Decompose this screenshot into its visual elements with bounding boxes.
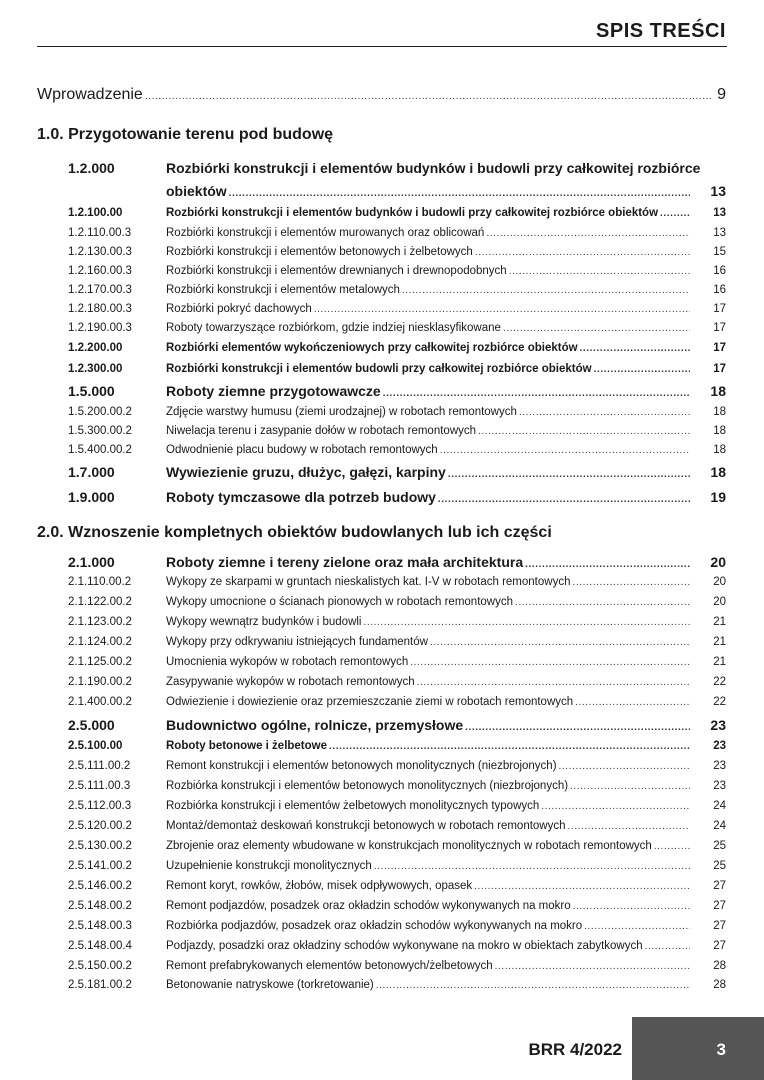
toc-entry-text: Roboty ziemne i tereny zielone oraz mała architektura bbox=[166, 554, 524, 570]
toc-entry-level2[interactable] bbox=[68, 740, 726, 752]
toc-entry-page: 13 bbox=[710, 183, 726, 199]
toc-entry-page: 27 bbox=[713, 880, 726, 892]
toc-entry-page: 17 bbox=[713, 363, 726, 375]
toc-leader-dots bbox=[573, 901, 690, 912]
toc-entry-code: 2.5.150.00.2 bbox=[68, 960, 132, 972]
toc-leader-dots bbox=[572, 577, 690, 588]
toc-entry-level3[interactable] bbox=[68, 860, 726, 872]
toc-entry-level3[interactable] bbox=[68, 880, 726, 892]
toc-entry-text: Uzupełnienie konstrukcji monolitycznych bbox=[166, 860, 372, 872]
toc-entry-level1[interactable] bbox=[68, 717, 726, 733]
toc-entry-text: Wywiezienie gruzu, dłużyc, gałęzi, karpiny bbox=[166, 464, 446, 480]
toc-leader-dots bbox=[465, 722, 690, 733]
toc-entry-code: 1.5.300.00.2 bbox=[68, 425, 132, 437]
toc-entry-page: 17 bbox=[713, 303, 726, 315]
toc-entry-level1[interactable] bbox=[68, 383, 726, 399]
toc-entry-code: 2.5.120.00.2 bbox=[68, 820, 132, 832]
toc-leader-dots bbox=[580, 343, 690, 354]
toc-section-text: 1.0. Przygotowanie terenu pod budowę bbox=[37, 126, 334, 143]
toc-leader-dots bbox=[519, 407, 690, 418]
toc-entry-page: 16 bbox=[713, 265, 726, 277]
toc-entry-text: Rozbiórka konstrukcji i elementów żelbetowych monolitycznych typowych bbox=[166, 800, 540, 812]
toc-entry-code: 2.5.111.00.3 bbox=[68, 780, 131, 792]
toc-entry-page: 13 bbox=[713, 207, 726, 219]
toc-entry-text: Remont prefabrykowanych elementów betonowych/żelbetowych bbox=[166, 960, 493, 972]
toc-entry-text: Odwodnienie placu budowy w robotach remontowych bbox=[166, 444, 438, 456]
toc-leader-dots bbox=[486, 228, 690, 239]
toc-entry-level3[interactable] bbox=[68, 406, 726, 418]
toc-leader-dots bbox=[509, 266, 690, 277]
toc-entry-text: Betonowanie natryskowe (torkretowanie) bbox=[166, 979, 374, 991]
toc-entry-level3[interactable] bbox=[68, 576, 726, 588]
toc-section-text: 2.0. Wznoszenie kompletnych obiektów budowlanych lub ich części bbox=[37, 524, 552, 541]
toc-entry-page: 9 bbox=[717, 86, 726, 103]
toc-entry-level3[interactable] bbox=[68, 696, 726, 708]
toc-entry-level1[interactable] bbox=[68, 160, 726, 176]
toc-entry-level3[interactable] bbox=[68, 444, 726, 456]
toc-entry-text: Wprowadzenie bbox=[37, 86, 143, 103]
toc-entry-text: Rozbiórki konstrukcji i elementów metalowych bbox=[166, 284, 400, 296]
toc-entry-level3[interactable] bbox=[68, 960, 726, 972]
toc-entry-text: Roboty tymczasowe dla potrzeb budowy bbox=[166, 489, 436, 505]
toc-entry-page: 18 bbox=[713, 406, 726, 418]
toc-entry-page: 17 bbox=[713, 342, 726, 354]
toc-section-heading[interactable] bbox=[37, 126, 333, 144]
toc-leader-dots bbox=[525, 559, 690, 570]
toc-entry-page: 15 bbox=[713, 246, 726, 258]
toc-entry-page: 23 bbox=[710, 717, 726, 733]
toc-entry-page: 24 bbox=[713, 820, 726, 832]
toc-entry-code: 2.1.000 bbox=[68, 554, 115, 570]
toc-entry-level3[interactable] bbox=[68, 596, 726, 608]
toc-entry-text: Remont konstrukcji i elementów betonowych monolitycznych (niezbrojonych) bbox=[166, 760, 557, 772]
toc-entry-text: Wykopy przy odkrywaniu istniejących fundamentów bbox=[166, 636, 428, 648]
toc-entry-text: Odwiezienie i dowiezienie oraz przemieszczanie ziemi w robotach remontowych bbox=[166, 696, 574, 708]
toc-leader-dots bbox=[314, 304, 690, 315]
toc-leader-dots bbox=[495, 961, 690, 972]
toc-entry-level3[interactable] bbox=[68, 227, 726, 239]
footer-page-box bbox=[632, 1017, 764, 1080]
toc-leader-dots bbox=[229, 188, 690, 199]
toc-entry-code: 1.2.190.00.3 bbox=[68, 322, 132, 334]
toc-entry-page: 27 bbox=[713, 940, 726, 952]
toc-leader-dots bbox=[430, 637, 690, 648]
toc-entry-intro[interactable] bbox=[37, 86, 726, 104]
toc-entry-code: 1.5.400.00.2 bbox=[68, 444, 132, 456]
toc-entry-level3[interactable] bbox=[68, 940, 726, 952]
toc-entry-level3[interactable] bbox=[68, 303, 726, 315]
toc-entry-text: Roboty betonowe i żelbetowe bbox=[166, 740, 328, 752]
toc-leader-dots bbox=[475, 247, 690, 258]
toc-entry-level3[interactable] bbox=[68, 760, 726, 772]
toc-entry-level3[interactable] bbox=[68, 920, 726, 932]
toc-entry-page: 18 bbox=[713, 444, 726, 456]
toc-entry-page: 28 bbox=[713, 979, 726, 991]
toc-leader-dots bbox=[654, 841, 690, 852]
toc-leader-dots bbox=[438, 494, 690, 505]
toc-entry-level3[interactable] bbox=[68, 979, 726, 991]
toc-entry-text: Podjazdy, posadzki oraz okładziny schodów wykonywane na mokro w obiektach zabytkowych bbox=[166, 940, 643, 952]
toc-leader-dots bbox=[363, 617, 690, 628]
toc-entry-level3[interactable] bbox=[68, 322, 726, 334]
toc-entry-level3[interactable] bbox=[68, 656, 726, 668]
toc-entry-text: Zbrojenie oraz elementy wbudowane w konstrukcjach monolitycznych w robotach remontowych bbox=[166, 840, 652, 852]
toc-entry-code: 2.1.123.00.2 bbox=[68, 616, 132, 628]
toc-leader-dots bbox=[410, 657, 690, 668]
toc-leader-dots bbox=[645, 941, 690, 952]
toc-entry-code: 2.5.111.00.2 bbox=[68, 760, 131, 772]
footer-page-number: 3 bbox=[716, 1040, 726, 1059]
toc-entry-code: 2.5.141.00.2 bbox=[68, 860, 132, 872]
toc-entry-text: Rozbiórki pokryć dachowych bbox=[166, 303, 312, 315]
toc-entry-level3[interactable] bbox=[68, 820, 726, 832]
toc-leader-dots bbox=[448, 469, 690, 480]
toc-entry-text: Wykopy ze skarpami w gruntach nieskalistych kat. I-V w robotach remontowych bbox=[166, 576, 571, 588]
toc-entry-page: 28 bbox=[713, 960, 726, 972]
toc-entry-code: 2.1.190.00.2 bbox=[68, 676, 132, 688]
toc-leader-dots bbox=[474, 881, 690, 892]
toc-entry-text: Remont podjazdów, posadzek oraz okładzin schodów wykonywanych na mokro bbox=[166, 900, 571, 912]
toc-leader-dots bbox=[383, 388, 690, 399]
toc-entry-text: Rozbiórka konstrukcji i elementów betonowych monolitycznych (niezbrojonych) bbox=[166, 780, 569, 792]
toc-entry-code: 1.2.160.00.3 bbox=[68, 265, 132, 277]
toc-entry-code: 1.2.100.00 bbox=[68, 207, 123, 219]
toc-entry-text: Roboty towarzyszące rozbiórkom, gdzie indziej niesklasyfikowane bbox=[166, 322, 501, 334]
toc-entry-code: 2.5.130.00.2 bbox=[68, 840, 132, 852]
toc-entry-code: 2.1.125.00.2 bbox=[68, 656, 132, 668]
toc-leader-dots bbox=[402, 285, 690, 296]
toc-entry-level3[interactable] bbox=[68, 800, 726, 812]
toc-entry-page: 22 bbox=[713, 676, 726, 688]
toc-leader-dots bbox=[374, 861, 690, 872]
toc-entry-code: 2.5.148.00.3 bbox=[68, 920, 132, 932]
toc-entry-code: 1.2.300.00 bbox=[68, 363, 123, 375]
toc-entry-level3[interactable] bbox=[68, 265, 726, 277]
toc-entry-page: 25 bbox=[713, 860, 726, 872]
page-header-title: SPIS TREŚCI bbox=[596, 20, 726, 42]
toc-leader-dots bbox=[515, 597, 690, 608]
toc-entry-level3[interactable] bbox=[68, 616, 726, 628]
toc-entry-page: 23 bbox=[713, 780, 726, 792]
toc-entry-text: Zdjęcie warstwy humusu (ziemi urodzajnej) w robotach remontowych bbox=[166, 406, 517, 418]
toc-entry-text: obiektów bbox=[166, 183, 227, 199]
toc-entry-code: 1.2.000 bbox=[68, 160, 115, 176]
header-divider bbox=[37, 46, 727, 47]
toc-leader-dots bbox=[559, 761, 690, 772]
toc-entry-text: Roboty ziemne przygotowawcze bbox=[166, 383, 381, 399]
toc-leader-dots bbox=[660, 208, 690, 219]
toc-entry-code: 2.1.124.00.2 bbox=[68, 636, 132, 648]
toc-entry-level3[interactable] bbox=[68, 676, 726, 688]
toc-entry-level1[interactable] bbox=[68, 489, 726, 505]
toc-entry-page: 25 bbox=[713, 840, 726, 852]
toc-leader-dots bbox=[584, 921, 690, 932]
toc-entry-text: Rozbiórka podjazdów, posadzek oraz okładzin schodów wykonywanych na mokro bbox=[166, 920, 583, 932]
toc-entry-level1[interactable] bbox=[68, 464, 726, 480]
toc-entry-code: 1.2.200.00 bbox=[68, 342, 123, 354]
toc-entry-text: Budownictwo ogólne, rolnicze, przemysłowe bbox=[166, 717, 464, 733]
toc-entry-page: 18 bbox=[710, 464, 726, 480]
toc-entry-level3[interactable] bbox=[68, 900, 726, 912]
toc-entry-code: 1.7.000 bbox=[68, 464, 115, 480]
toc-entry-text: Rozbiórki konstrukcji i elementów murowanych oraz oblicowań bbox=[166, 227, 485, 239]
toc-entry-level3[interactable] bbox=[68, 425, 726, 437]
toc-entry-page: 20 bbox=[710, 554, 726, 570]
toc-entry-code: 1.5.000 bbox=[68, 383, 115, 399]
toc-entry-text: Wykopy umocnione o ścianach pionowych w robotach remontowych bbox=[166, 596, 513, 608]
toc-entry-text: Rozbiórki konstrukcji i elementów drewnianych i drewnopodobnych bbox=[166, 265, 507, 277]
toc-entry-code: 2.1.110.00.2 bbox=[68, 576, 132, 588]
toc-leader-dots bbox=[478, 426, 690, 437]
toc-entry-text: Rozbiórki konstrukcji i elementów budynków i budowli przy całkowitej rozbiórce obiektów bbox=[166, 207, 659, 219]
toc-entry-code: 2.5.148.00.2 bbox=[68, 900, 132, 912]
toc-entry-text: Rozbiórki konstrukcji i elementów betonowych i żelbetowych bbox=[166, 246, 473, 258]
toc-entry-level3[interactable] bbox=[68, 840, 726, 852]
toc-entry-text: Rozbiórki konstrukcji i elementów budynków i budowli przy całkowitej rozbiórce bbox=[166, 160, 701, 176]
toc-entry-page: 23 bbox=[713, 760, 726, 772]
toc-entry-text: Niwelacja terenu i zasypanie dołów w robotach remontowych bbox=[166, 425, 477, 437]
toc-leader-dots bbox=[417, 677, 690, 688]
toc-entry-code: 2.5.112.00.3 bbox=[68, 800, 132, 812]
toc-leader-dots bbox=[329, 741, 690, 752]
toc-entry-page: 27 bbox=[713, 920, 726, 932]
toc-entry-code: 2.5.146.00.2 bbox=[68, 880, 132, 892]
toc-entry-page: 18 bbox=[710, 383, 726, 399]
toc-entry-code: 1.2.170.00.3 bbox=[68, 284, 132, 296]
toc-entry-level1-cont[interactable] bbox=[68, 183, 726, 199]
toc-entry-level3[interactable] bbox=[68, 636, 726, 648]
toc-entry-page: 13 bbox=[713, 227, 726, 239]
toc-section-heading[interactable] bbox=[37, 524, 552, 542]
footer-publication-title: BRR 4/2022 bbox=[528, 1040, 622, 1059]
toc-entry-level3[interactable] bbox=[68, 246, 726, 258]
toc-entry-page: 23 bbox=[713, 740, 726, 752]
toc-entry-level3[interactable] bbox=[68, 780, 726, 792]
toc-entry-code: 2.1.122.00.2 bbox=[68, 596, 132, 608]
toc-entry-text: Remont koryt, rowków, żłobów, misek odpływowych, opasek bbox=[166, 880, 473, 892]
toc-entry-code: 2.5.148.00.4 bbox=[68, 940, 132, 952]
toc-entry-code: 1.2.110.00.3 bbox=[68, 227, 132, 239]
toc-entry-text: Zasypywanie wykopów w robotach remontowych bbox=[166, 676, 415, 688]
toc-entry-page: 21 bbox=[713, 636, 726, 648]
toc-leader-dots bbox=[503, 323, 690, 334]
toc-entry-page: 24 bbox=[713, 800, 726, 812]
toc-entry-level2[interactable] bbox=[68, 363, 726, 375]
toc-entry-text: Rozbiórki konstrukcji i elementów budowli przy całkowitej rozbiórce obiektów bbox=[166, 363, 592, 375]
toc-entry-level3[interactable] bbox=[68, 284, 726, 296]
toc-leader-dots bbox=[570, 781, 690, 792]
toc-entry-page: 17 bbox=[713, 322, 726, 334]
toc-entry-code: 1.2.130.00.3 bbox=[68, 246, 132, 258]
toc-leader-dots bbox=[145, 91, 712, 102]
toc-entry-page: 22 bbox=[713, 696, 726, 708]
toc-entry-level1[interactable] bbox=[68, 554, 726, 570]
toc-entry-code: 2.5.100.00 bbox=[68, 740, 123, 752]
toc-entry-code: 1.5.200.00.2 bbox=[68, 406, 132, 418]
toc-entry-code: 2.1.400.00.2 bbox=[68, 696, 132, 708]
toc-leader-dots bbox=[440, 445, 690, 456]
toc-entry-page: 18 bbox=[713, 425, 726, 437]
toc-entry-text: Umocnienia wykopów w robotach remontowych bbox=[166, 656, 409, 668]
toc-leader-dots bbox=[594, 364, 690, 375]
toc-entry-level2[interactable] bbox=[68, 207, 726, 219]
toc-entry-page: 20 bbox=[713, 576, 726, 588]
toc-entry-page: 20 bbox=[713, 596, 726, 608]
toc-entry-page: 16 bbox=[713, 284, 726, 296]
toc-entry-page: 19 bbox=[710, 489, 726, 505]
toc-entry-level2[interactable] bbox=[68, 342, 726, 354]
toc-leader-dots bbox=[575, 697, 690, 708]
toc-leader-dots bbox=[376, 980, 690, 991]
toc-entry-page: 27 bbox=[713, 900, 726, 912]
toc-entry-page: 21 bbox=[713, 616, 726, 628]
toc-entry-code: 2.5.181.00.2 bbox=[68, 979, 132, 991]
toc-entry-code: 1.9.000 bbox=[68, 489, 115, 505]
toc-entry-page: 21 bbox=[713, 656, 726, 668]
toc-entry-text: Wykopy wewnątrz budynków i budowli bbox=[166, 616, 362, 628]
toc-leader-dots bbox=[568, 821, 690, 832]
toc-entry-text: Rozbiórki elementów wykończeniowych przy całkowitej rozbiórce obiektów bbox=[166, 342, 578, 354]
toc-leader-dots bbox=[541, 801, 690, 812]
toc-entry-code: 2.5.000 bbox=[68, 717, 115, 733]
toc-entry-code: 1.2.180.00.3 bbox=[68, 303, 132, 315]
toc-entry-text: Montaż/demontaż deskowań konstrukcji betonowych w robotach remontowych bbox=[166, 820, 566, 832]
